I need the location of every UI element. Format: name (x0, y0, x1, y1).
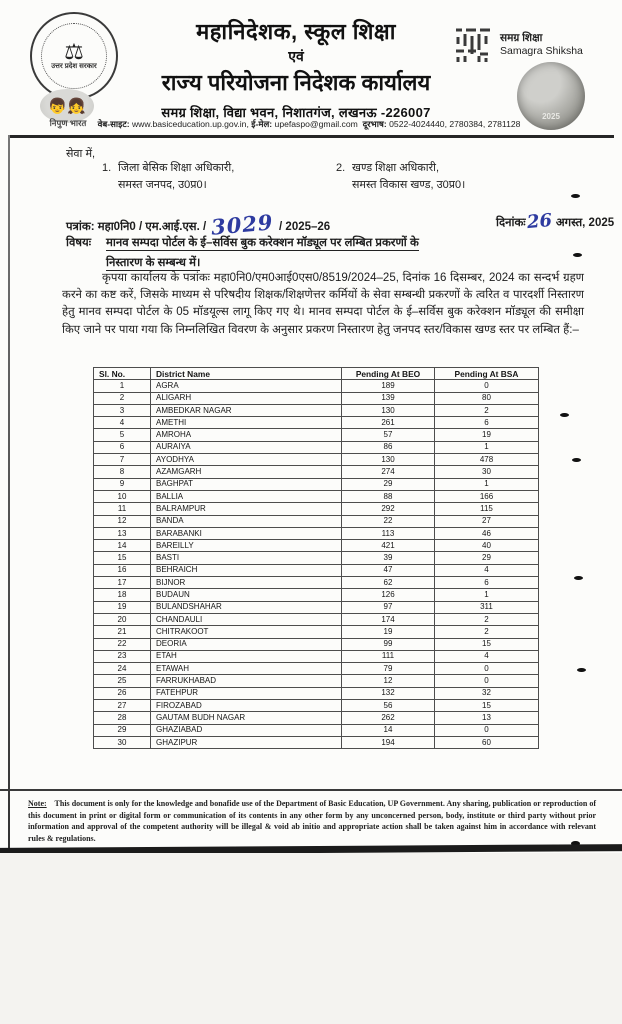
table-cell: 24 (94, 663, 151, 675)
table-cell: 7 (94, 454, 151, 466)
table-cell: 13 (94, 527, 151, 539)
table-cell: BULANDSHAHAR (151, 601, 342, 613)
table-row (94, 466, 539, 478)
table-cell: 30 (435, 466, 539, 478)
table-cell: 274 (342, 466, 435, 478)
table-cell: 111 (342, 650, 435, 662)
table-cell: 113 (342, 527, 435, 539)
table-cell: 478 (435, 454, 539, 466)
table-cell: 22 (342, 515, 435, 527)
table-row (94, 663, 539, 675)
recipient-2 (336, 160, 465, 194)
table-cell: BAREILLY (151, 540, 342, 552)
table-cell: 6 (435, 577, 539, 589)
scan-edge-line (8, 135, 10, 851)
table-row (94, 724, 539, 736)
pending-cases-table (93, 367, 539, 749)
table-row (94, 687, 539, 699)
table-row (94, 454, 539, 466)
table-cell: BANDA (151, 515, 342, 527)
table-cell: FARRUKHABAD (151, 675, 342, 687)
scan-artifact-dot (571, 194, 580, 198)
subject-line1: मानव सम्पदा पोर्टल के ई–सर्विस बुक करेक्शन मॉड्यूल पर लम्बित प्रकरणों के (106, 237, 419, 249)
table-cell: 2 (94, 392, 151, 404)
table-cell: 0 (435, 380, 539, 392)
table-cell: 10 (94, 490, 151, 502)
table-cell: FATEHPUR (151, 687, 342, 699)
table-row (94, 540, 539, 552)
table-cell: 4 (435, 650, 539, 662)
table-row (94, 441, 539, 453)
table-cell: 2 (435, 613, 539, 625)
table-cell: DEORIA (151, 638, 342, 650)
table-cell: AMETHI (151, 417, 342, 429)
table-row (94, 601, 539, 613)
table-cell: BAGHPAT (151, 478, 342, 490)
recipient-1 (102, 160, 234, 194)
table-cell: 19 (435, 429, 539, 441)
table-cell: 14 (342, 724, 435, 736)
note-label: Note: (28, 799, 47, 808)
footer-note (28, 798, 596, 844)
table-cell: BALLIA (151, 490, 342, 502)
table-cell: 4 (94, 417, 151, 429)
table-cell: 97 (342, 601, 435, 613)
table-cell: 421 (342, 540, 435, 552)
table-cell: 62 (342, 577, 435, 589)
table-cell: 130 (342, 404, 435, 416)
phone-label: दूरभाष: (362, 119, 387, 129)
subject-line2: निस्तारण के सम्बन्ध में। (106, 257, 201, 269)
note-text: This document is only for the knowledge and bonafide use of the Department of Basic Education, UP Government. Any sharing, publication or reproduction of this document in print or digital form or communication of its contents in any other form by any unconcerned person, body, institute or third party without prior information and approval of the competent authority will be illegal & void ab initio and appropriate action shall be taken against him in accordance with relevant rules & regulations. (28, 799, 596, 843)
table-row (94, 503, 539, 515)
table-cell: AURAIYA (151, 441, 342, 453)
table-cell: 15 (94, 552, 151, 564)
table-cell: 132 (342, 687, 435, 699)
round-photo-stamp (517, 62, 585, 130)
table-cell: 29 (94, 724, 151, 736)
table-cell: 99 (342, 638, 435, 650)
table-cell: 22 (94, 638, 151, 650)
table-cell: 14 (94, 540, 151, 552)
table-cell: 27 (435, 515, 539, 527)
table-cell: 21 (94, 626, 151, 638)
table-cell: 23 (94, 650, 151, 662)
table-cell: 18 (94, 589, 151, 601)
nipun-bharat-logo-icon: 👦👧 (36, 82, 98, 130)
table-cell: AGRA (151, 380, 342, 392)
recipient-2-line2: समस्त विकास खण्ड, उ0प्र0। (352, 179, 466, 191)
table-cell: BALRAMPUR (151, 503, 342, 515)
table-cell: AZAMGARH (151, 466, 342, 478)
date-label: दिनांकः (496, 217, 526, 229)
table-cell: 60 (435, 736, 539, 748)
scan-artifact-dot (560, 413, 569, 417)
letterhead-address: समग्र शिक्षा, विद्या भवन, निशातगंज, लखनऊ -226007 (161, 105, 431, 120)
table-cell: 3 (94, 404, 151, 416)
phone-numbers: 0522-4024440, 2780384, 2781128 (389, 119, 521, 129)
table-cell: 8 (94, 466, 151, 478)
table-cell: 130 (342, 454, 435, 466)
table-cell: 46 (435, 527, 539, 539)
table-cell: AMROHA (151, 429, 342, 441)
scan-artifact-dot (574, 576, 583, 580)
table-cell: FIROZABAD (151, 700, 342, 712)
table-row (94, 613, 539, 625)
table-cell: CHANDAULI (151, 613, 342, 625)
table-cell: 0 (435, 675, 539, 687)
table-row (94, 417, 539, 429)
table-cell: 4 (435, 564, 539, 576)
table-cell: ETAWAH (151, 663, 342, 675)
table-cell: 16 (94, 564, 151, 576)
website-url: www.basiceducation.up.gov.in, (131, 119, 249, 129)
scan-artifact-dot (573, 253, 582, 257)
table-row (94, 490, 539, 502)
subject-label: विषयः (66, 237, 92, 249)
table-cell: BUDAUN (151, 589, 342, 601)
table-cell: 80 (435, 392, 539, 404)
table-cell: 47 (342, 564, 435, 576)
letterhead-title-line1: महानिदेशक, स्कूल शिक्षा (196, 19, 396, 44)
scanner-background (0, 853, 622, 1024)
recipient-1-line1: जिला बेसिक शिक्षा अधिकारी, (118, 162, 235, 174)
table-cell: 15 (435, 700, 539, 712)
table-cell: 27 (94, 700, 151, 712)
table-cell: BEHRAICH (151, 564, 342, 576)
table-row (94, 380, 539, 392)
table-cell: ALIGARH (151, 392, 342, 404)
table-cell: BARABANKI (151, 527, 342, 539)
samagra-shiksha-logo (452, 24, 583, 66)
table-header-row (94, 368, 539, 380)
table-cell: 292 (342, 503, 435, 515)
table-cell: 12 (94, 515, 151, 527)
table-cell: 79 (342, 663, 435, 675)
table-cell: 1 (435, 589, 539, 601)
salutation: सेवा में, (66, 148, 96, 160)
table-cell: 20 (94, 613, 151, 625)
table-cell: 0 (435, 663, 539, 675)
table-cell: 1 (435, 441, 539, 453)
table-cell: 26 (94, 687, 151, 699)
table-cell: 126 (342, 589, 435, 601)
table-cell: 57 (342, 429, 435, 441)
nipun-bharat-label: निपुण भारत (49, 118, 87, 128)
bow-arrow-fish-icon: ⚖ (64, 39, 84, 64)
table-cell: 28 (94, 712, 151, 724)
table-row (94, 552, 539, 564)
scan-artifact-dot (572, 458, 581, 462)
table-cell: 15 (435, 638, 539, 650)
table-cell: 17 (94, 577, 151, 589)
table-cell: ETAH (151, 650, 342, 662)
table-cell: GHAZIPUR (151, 736, 342, 748)
letterhead-title-line3: राज्य परियोजना निदेशक कार्यालय (161, 70, 431, 95)
table-cell: 261 (342, 417, 435, 429)
table-cell: CHITRAKOOT (151, 626, 342, 638)
table-row (94, 675, 539, 687)
handwritten-date-day: 26 (525, 209, 553, 234)
scan-artifact-dot (577, 668, 586, 672)
table-cell: 1 (94, 380, 151, 392)
col-header-pending-beo: Pending At BEO (342, 368, 435, 380)
table-cell: 56 (342, 700, 435, 712)
table-cell: 139 (342, 392, 435, 404)
table-cell: 262 (342, 712, 435, 724)
table-cell: 6 (94, 441, 151, 453)
table-cell: 29 (342, 478, 435, 490)
samagra-hindi-label: समग्र शिक्षा (500, 32, 543, 44)
letterhead-contact-line (84, 118, 534, 130)
table-cell: 0 (435, 724, 539, 736)
table-row (94, 478, 539, 490)
emblem-text: उत्तर प्रदेश सरकार (51, 63, 97, 70)
handwritten-letter-number: 3029 (210, 209, 275, 240)
table-row (94, 626, 539, 638)
table-cell: 1 (435, 478, 539, 490)
table-row (94, 429, 539, 441)
email-label: ई-मेल: (251, 119, 273, 129)
table-cell: AYODHYA (151, 454, 342, 466)
table-row (94, 527, 539, 539)
recipient-2-number: 2. (336, 162, 346, 174)
table-cell: 189 (342, 380, 435, 392)
website-label: वेब-साइट: (97, 119, 130, 129)
table-row (94, 589, 539, 601)
email-address: upefaspo@gmail.com (274, 119, 358, 129)
table-cell: GAUTAM BUDH NAGAR (151, 712, 342, 724)
table-cell: 12 (342, 675, 435, 687)
table-cell: 166 (435, 490, 539, 502)
samagra-shiksha-icon (452, 24, 494, 66)
table-cell: 2 (435, 404, 539, 416)
recipient-2-line1: खण्ड शिक्षा अधिकारी, (352, 162, 440, 174)
table-cell: GHAZIABAD (151, 724, 342, 736)
table-row (94, 736, 539, 748)
table-cell: 30 (94, 736, 151, 748)
table-cell: 39 (342, 552, 435, 564)
table-row (94, 650, 539, 662)
stamp-year: 2025 (542, 112, 560, 121)
letterhead-divider (8, 135, 614, 138)
table-cell: 19 (94, 601, 151, 613)
table-cell: BIJNOR (151, 577, 342, 589)
table-cell: 115 (435, 503, 539, 515)
table-row (94, 712, 539, 724)
body-paragraph: कृपया कार्यालय के पत्रांकः महा0नि0/एम0आई0एस0/8519/2024–25, दिनांक 16 दिसम्बर, 2024 का सन्दर्भ ग्रहण करने का कष्ट करें, जिसके माध्यम से परिषदीय शिक्षक/शिक्षणेत्तर कर्मियों के सेवा सम्बन्धी प्रकरणों के त्वरित व पारदर्शी निस्तारण हेतु मानव सम्पदा पोर्टल के 05 मॉडयूल्स लागू किए गए थे। मानव सम्पदा पोर्टल के ई–सर्विस बुक करेक्शन मॉड्यूल की समीक्षा किए जाने पर पाया गया कि निम्नलिखित विवरण के अनुसार प्रकरण निस्तारण हेतु जनपद स्तर/विकास खण्ड स्तर पर लम्बित हैं:– (62, 272, 584, 336)
date-rest: अगस्त, 2025 (555, 217, 615, 229)
col-header-pending-bsa: Pending At BSA (435, 368, 539, 380)
letterhead (118, 16, 474, 121)
table-cell: 32 (435, 687, 539, 699)
table-row (94, 564, 539, 576)
table-row (94, 404, 539, 416)
letter-number-label: पत्रांक: महा0नि0 / एम.आई.एस. / (66, 221, 207, 233)
table-cell: 19 (342, 626, 435, 638)
table-row (94, 392, 539, 404)
letter-number-suffix: / 2025–26 (279, 221, 331, 233)
recipient-1-number: 1. (102, 162, 112, 174)
table-row (94, 638, 539, 650)
table-cell: 40 (435, 540, 539, 552)
col-header-district: District Name (151, 368, 342, 380)
subject-block (66, 233, 596, 273)
table-cell: 174 (342, 613, 435, 625)
table-cell: 25 (94, 675, 151, 687)
samagra-english-label: Samagra Shiksha (500, 45, 583, 57)
table-row (94, 700, 539, 712)
col-header-sl-no: Sl. No. (94, 368, 151, 380)
table-cell: 29 (435, 552, 539, 564)
table-cell: 13 (435, 712, 539, 724)
recipient-1-line2: समस्त जनपद, उ0प्र0। (118, 179, 207, 191)
table-cell: 5 (94, 429, 151, 441)
footer-divider (0, 789, 622, 791)
table-cell: 2 (435, 626, 539, 638)
letterhead-title-line2: एवं (288, 48, 304, 64)
table-row (94, 577, 539, 589)
table-cell: 6 (435, 417, 539, 429)
table-cell: 88 (342, 490, 435, 502)
table-cell: 11 (94, 503, 151, 515)
table-cell: 86 (342, 441, 435, 453)
table-cell: 9 (94, 478, 151, 490)
table-cell: 311 (435, 601, 539, 613)
table-cell: BASTI (151, 552, 342, 564)
reference-line (66, 209, 615, 240)
table-row (94, 515, 539, 527)
table-cell: 194 (342, 736, 435, 748)
table-cell: AMBEDKAR NAGAR (151, 404, 342, 416)
